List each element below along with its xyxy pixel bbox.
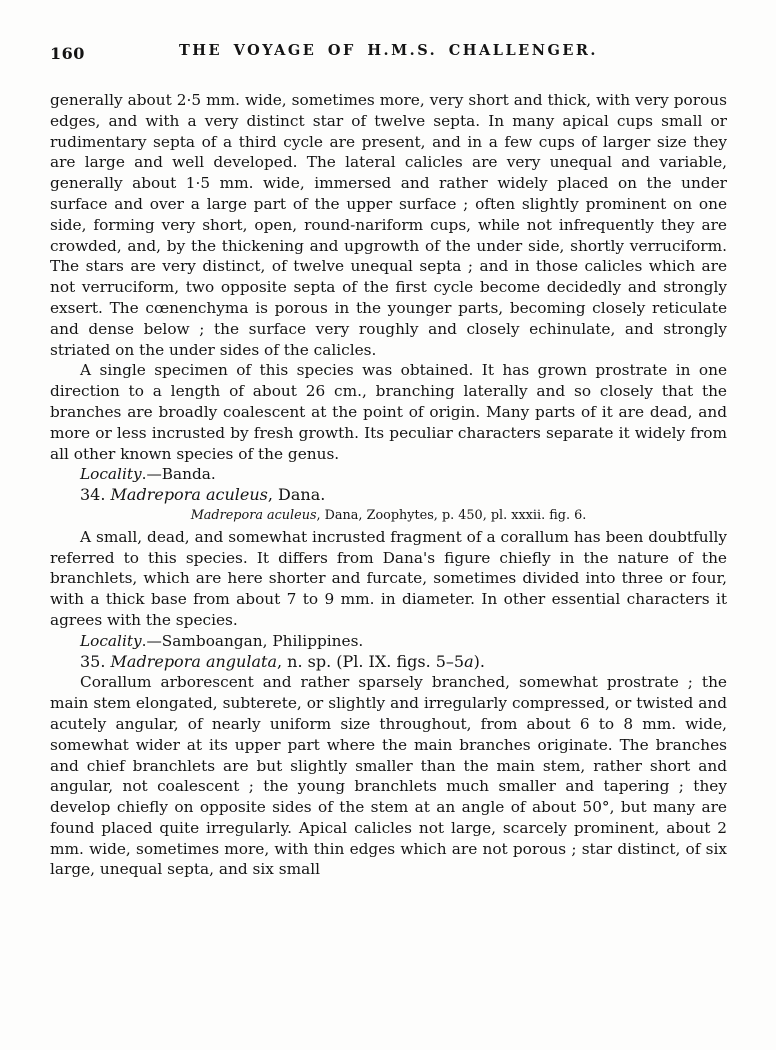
page-body xyxy=(50,90,727,880)
running-title: THE VOYAGE OF H.M.S. CHALLENGER. xyxy=(179,42,598,59)
running-head xyxy=(50,42,727,68)
locality-line-samboangan xyxy=(50,631,727,652)
synonymy-citation xyxy=(50,506,727,527)
species-heading-rest: , n. sp. (Pl. IX. figs. 5–5 xyxy=(276,651,465,671)
locality-label: Locality xyxy=(80,631,142,650)
citation-species-name: Madrepora aculeus xyxy=(190,507,317,523)
locality-label: Locality xyxy=(80,465,142,484)
species-name: Madrepora aculeus xyxy=(110,485,268,505)
locality-value: .—Samboangan, Philippines. xyxy=(141,631,364,650)
species-author: , Dana. xyxy=(267,485,326,505)
paragraph-specimen: A single specimen of this species was obtained. It has grown prostrate in one direction to a length of about 26 cm., branching laterally and so closely that the branches are broadly coalescent at the point of origin. Many parts of it are dead, and more or less incrusted by fresh growth. Its peculiar characters separate it widely from all other known species of the genus. xyxy=(50,361,727,463)
paragraph-aculeus-description: A small, dead, and somewhat incrusted fragment of a corallum has been doubtfully referred to this species. It differs from Dana's figure chiefly in the nature of the branchlets, which are here shorter and furcate, sometimes divided into three or four, with a thick base from about 7 to 9 mm. in diameter. In other essential characters it agrees with the species. xyxy=(50,527,727,629)
locality-line-banda xyxy=(50,464,727,485)
page-number: 160 xyxy=(50,44,85,63)
paragraph-continuation: generally about 2·5 mm. wide, sometimes more, very short and thick, with very porous edges, and with a very distinct star of twelve septa. In many apical cups small or rudimentary septa of a third cycle are present, and in a few cups of larger size they are large and well developed. The lateral calicles are very unequal and variable, generally about 1·5 mm. wide, immersed and rather widely placed on the under surface and over a large part of the upper surface ; often slightly prominent on one side, forming very short, open, round-nariform cups, while not infrequently they are crowded, and, by the thickening and upgrowth of the under side, shortly verruciform. The stars are very distinct, of twelve unequal septa ; and in those calicles which are not verruciform, two opposite septa of the first cycle become decidedly and strongly exsert. The cœnenchyma is porous in the younger parts, becoming closely reticulate and dense below ; the surface very roughly and closely echinulate, and strongly striated on the under sides of the calicles. xyxy=(50,91,727,359)
species-heading-34 xyxy=(50,485,727,506)
citation-reference: , Dana, Zoophytes, p. 450, pl. xxxii. fig. 6. xyxy=(316,507,587,523)
paragraph-angulata-description: Corallum arborescent and rather sparsely branched, somewhat prostrate ; the main stem elongated, subterete, or slightly and irregularly compressed, or twisted and acutely angular, of nearly uniform size throughout, from about 6 to 8 mm. wide, somewhat wider at its upper part where the main branches originate. The branches and chief branchlets are but slightly smaller than the main stem, rather short and angular, not coalescent ; the young branchlets much smaller and tapering ; they develop chiefly on opposite sides of the stem at an angle of about 50°, but many are found placed quite irregularly. Apical calicles not large, scarcely prominent, about 2 mm. wide, sometimes more, with thin edges which are not porous ; star distinct, of six large, unequal septa, and six small xyxy=(50,673,727,879)
species-number: 35. xyxy=(80,651,111,671)
figure-letter: a xyxy=(464,651,474,671)
species-number: 34. xyxy=(80,485,111,505)
species-heading-close: ). xyxy=(473,651,485,671)
species-name: Madrepora angulata xyxy=(110,651,277,671)
species-heading-35 xyxy=(50,652,727,673)
locality-value: .—Banda. xyxy=(141,465,216,484)
